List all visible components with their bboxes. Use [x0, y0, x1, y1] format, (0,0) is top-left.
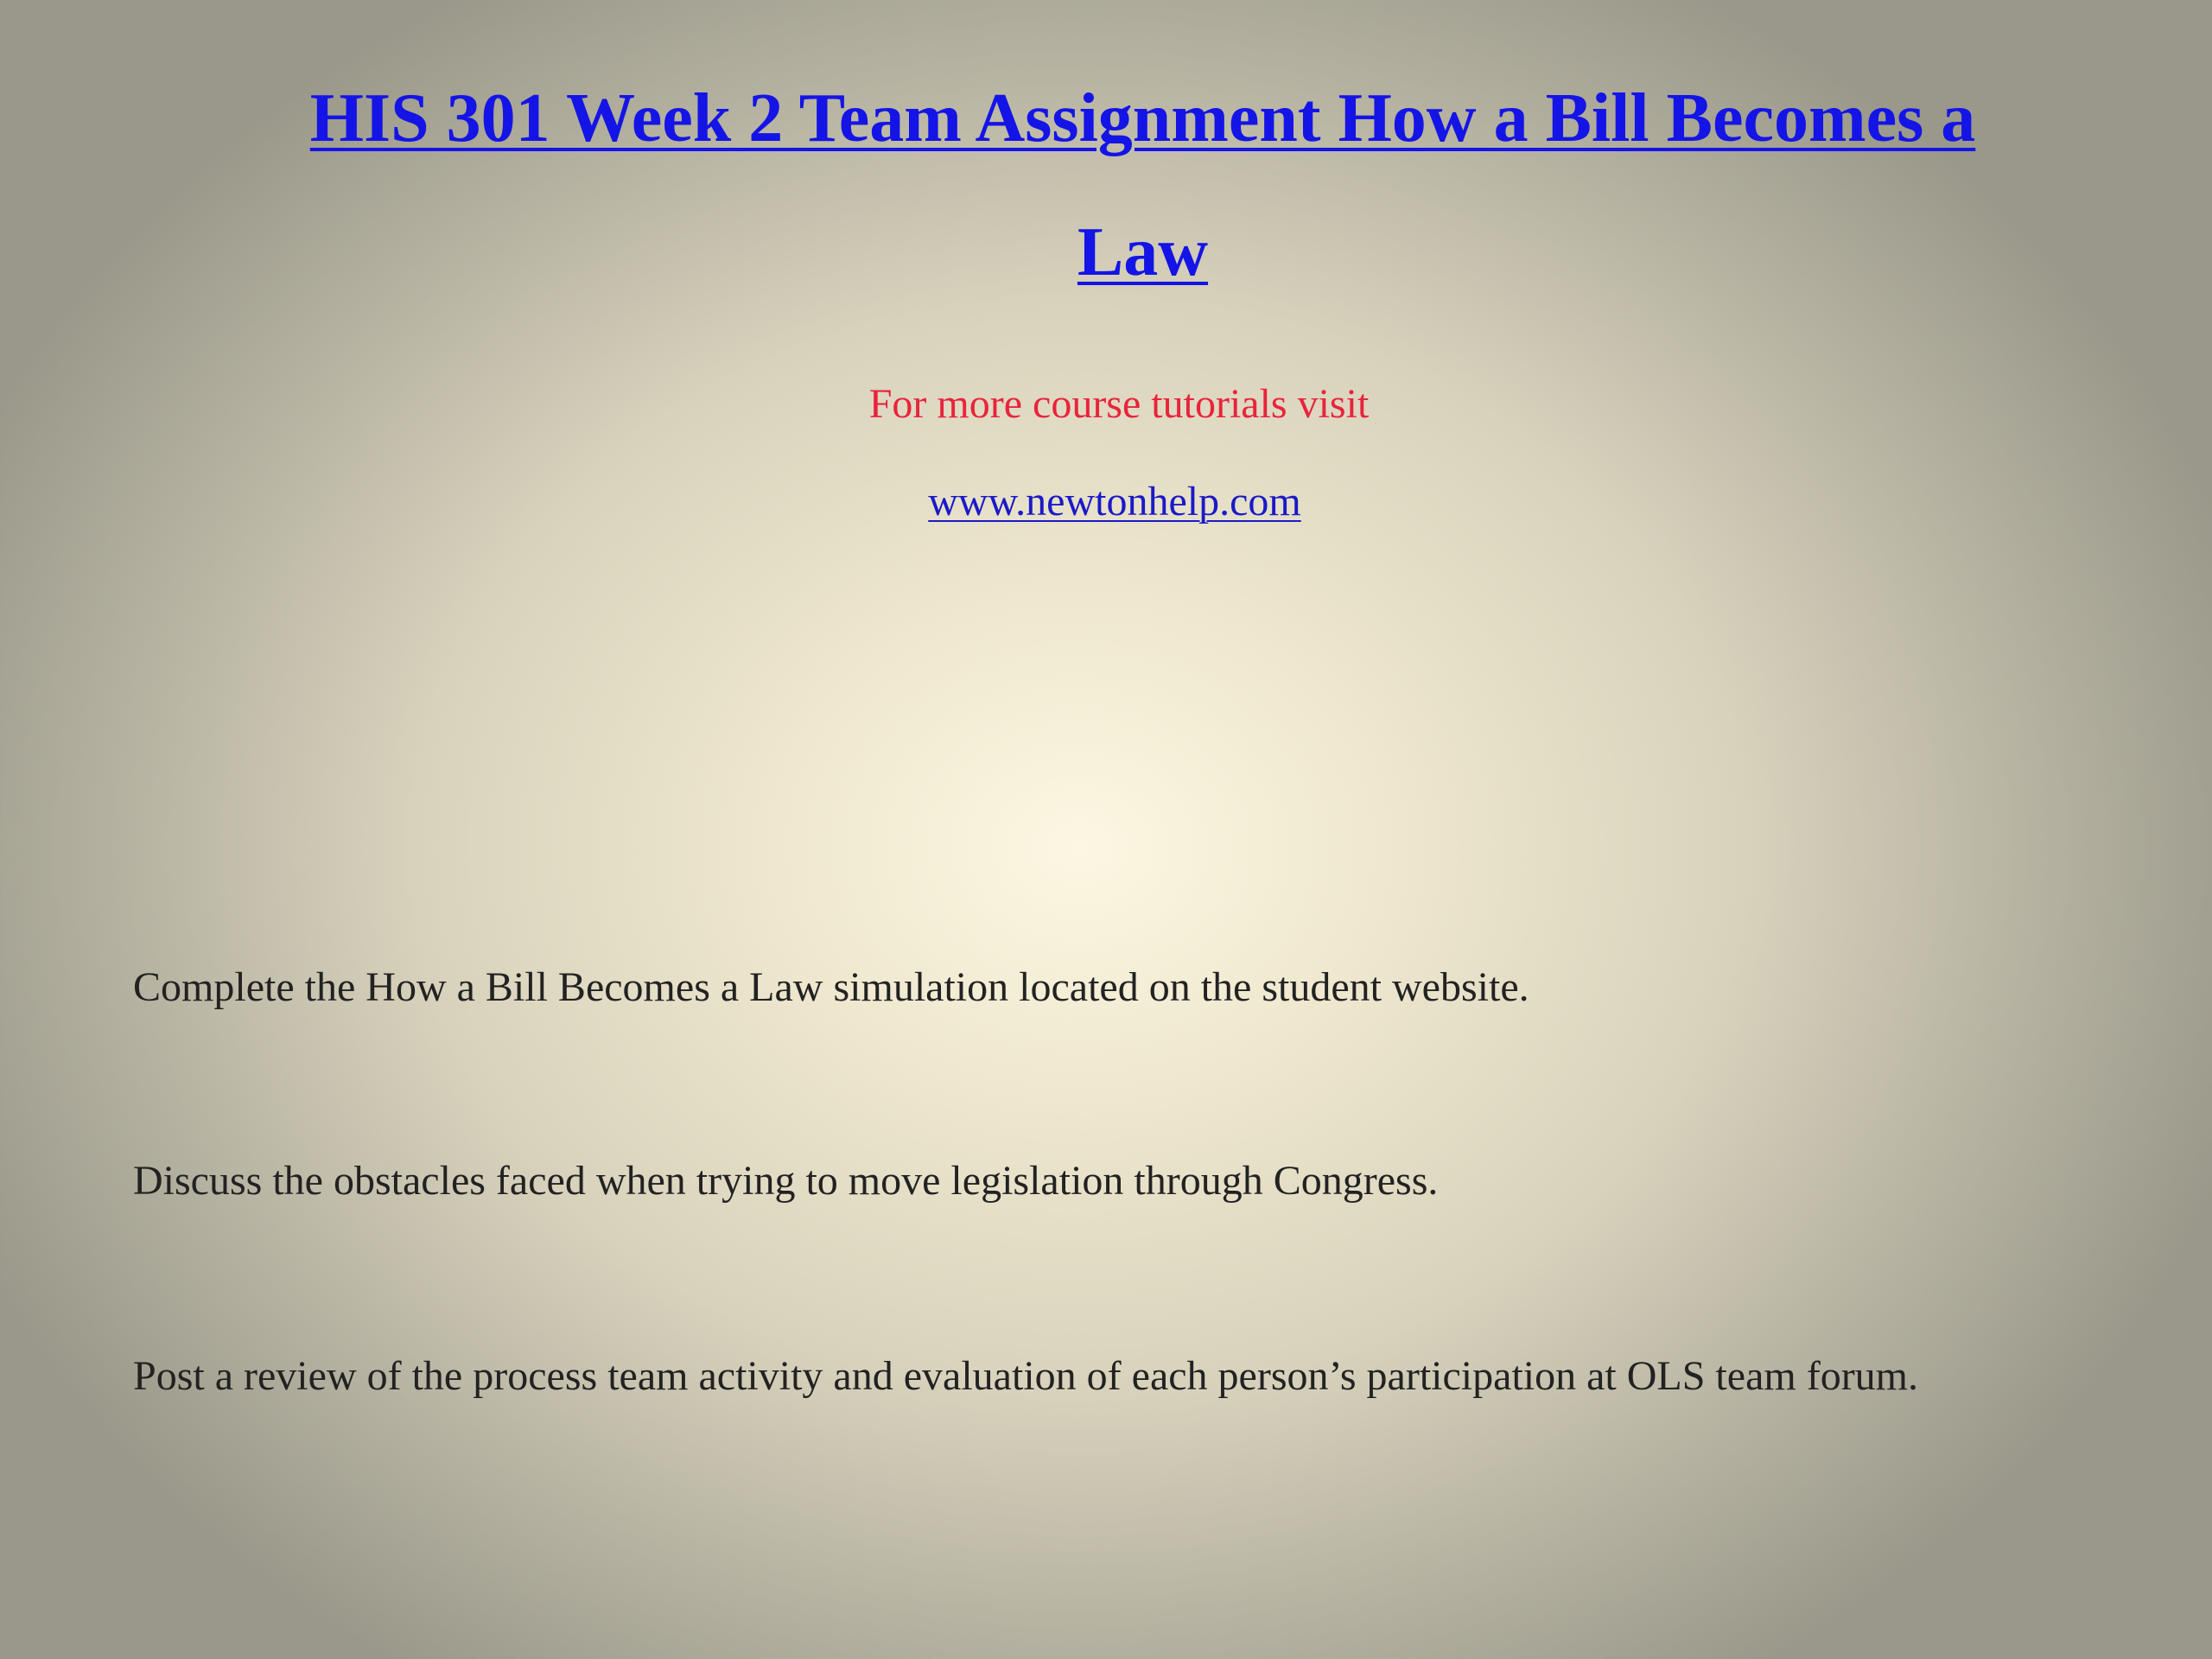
- page-title-line-1: [0, 80, 2212, 156]
- title-link-line-2[interactable]: Law: [1077, 214, 1209, 290]
- promo-url: [0, 478, 2212, 525]
- instruction-line-3: Post a review of the process team activity and evaluation of each person’s participation at OLS team forum.: [133, 1353, 1919, 1399]
- title-link-line-1[interactable]: HIS 301 Week 2 Team Assignment How a Bill Becomes a: [309, 80, 1976, 156]
- website-link[interactable]: www.newtonhelp.com: [928, 479, 1301, 524]
- instruction-line-2: Discuss the obstacles faced when trying to move legislation through Congress.: [133, 1158, 1439, 1204]
- promo-text: For more course tutorials visit: [868, 381, 1370, 427]
- page-title-line-2: [0, 214, 2212, 290]
- instruction-line-1: Complete the How a Bill Becomes a Law simulation located on the student website.: [133, 964, 1529, 1010]
